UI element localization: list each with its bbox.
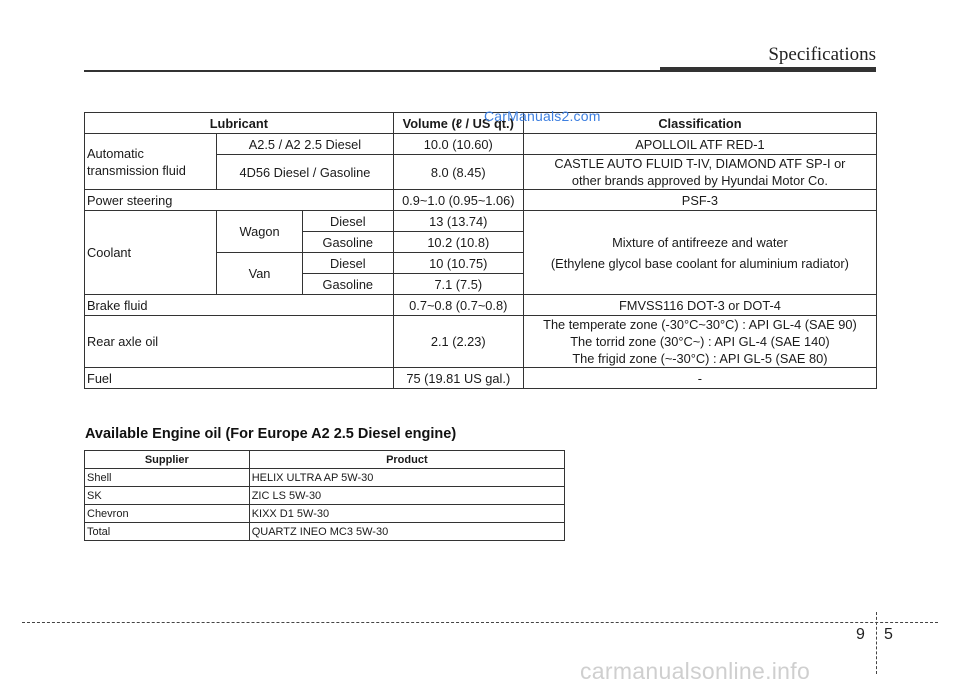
atf-engine: 4D56 Diesel / Gasoline [217,155,394,190]
brake-class: FMVSS116 DOT-3 or DOT-4 [523,295,876,316]
table-header-row [85,451,565,469]
header-rule [84,70,660,72]
fuel-name: Fuel [85,368,394,389]
coolant-volume: 13 (13.74) [393,211,523,232]
table-row [85,523,565,541]
power-steering-class: PSF-3 [523,190,876,211]
power-steering-volume: 0.9~1.0 (0.95~1.06) [393,190,523,211]
coolant-class-line: (Ethylene glycol base coolant for aluminium radiator) [550,255,849,271]
table-row [85,469,565,487]
table-row [85,295,877,316]
rear-axle-class [523,316,876,368]
coolant-class [523,211,876,295]
product-cell: QUARTZ INEO MC3 5W-30 [249,523,564,541]
fuel-class: - [523,368,876,389]
table-row [85,134,877,155]
product-cell: KIXX D1 5W-30 [249,505,564,523]
supplier-cell: Shell [85,469,250,487]
atf-class-line: CASTLE AUTO FLUID T-IV, DIAMOND ATF SP-I or [554,156,846,171]
atf-volume: 8.0 (8.45) [393,155,523,190]
header-bar [660,67,876,72]
brake-volume: 0.7~0.8 (0.7~0.8) [393,295,523,316]
rear-axle-name: Rear axle oil [85,316,394,368]
atf-class [523,155,876,190]
rear-axle-class-line: The temperate zone (-30°C~30°C) : API GL-4 (SAE 90) [543,317,857,332]
footer-dashed-rule [22,622,938,623]
engine-oil-table [84,450,565,541]
table-row [85,316,877,368]
coolant-fuel: Diesel [302,211,393,232]
rear-axle-class-line: The frigid zone (~-30°C) : API GL-5 (SAE 80) [572,351,828,366]
coolant-fuel: Diesel [302,253,393,274]
table-row [85,211,877,232]
watermark-link[interactable]: CarManuals2.com [484,108,601,124]
header-product: Product [249,451,564,469]
table-row [85,487,565,505]
table-row [85,190,877,211]
coolant-fuel: Gasoline [302,274,393,295]
coolant-volume: 7.1 (7.5) [393,274,523,295]
coolant-fuel: Gasoline [302,232,393,253]
coolant-class-line: Mixture of antifreeze and water [612,234,788,250]
table-header-row [85,113,877,134]
section-title: Specifications [768,44,876,65]
supplier-cell: Total [85,523,250,541]
engine-oil-title: Available Engine oil (For Europe A2 2.5 Diesel engine) [85,426,457,442]
atf-engine: A2.5 / A2 2.5 Diesel [217,134,394,155]
footer-watermark: carmanualsonline.info [580,658,811,684]
coolant-volume: 10.2 (10.8) [393,232,523,253]
lubricant-spec-table [84,112,877,389]
atf-class-line: other brands approved by Hyundai Motor Co. [571,173,828,188]
header-supplier: Supplier [85,451,250,469]
coolant-wagon: Wagon [217,211,303,253]
table-row [85,368,877,389]
rear-axle-class-line: The torrid zone (30°C~) : API GL-4 (SAE 140) [570,334,830,349]
supplier-cell: Chevron [85,505,250,523]
coolant-name: Coolant [85,211,217,295]
rear-axle-volume: 2.1 (2.23) [393,316,523,368]
fuel-volume: 75 (19.81 US gal.) [393,368,523,389]
supplier-cell: SK [85,487,250,505]
header-lubricant: Lubricant [85,113,394,134]
page-number: 5 [884,626,893,643]
header-classification: Classification [523,113,876,134]
brake-name: Brake fluid [85,295,394,316]
coolant-volume: 10 (10.75) [393,253,523,274]
atf-name: Automatic transmission fluid [85,134,217,190]
product-cell: HELIX ULTRA AP 5W-30 [249,469,564,487]
atf-class: APOLLOIL ATF RED-1 [523,134,876,155]
table-row [85,505,565,523]
footer-dashed-divider [876,612,877,674]
power-steering-name: Power steering [85,190,394,211]
product-cell: ZIC LS 5W-30 [249,487,564,505]
atf-volume: 10.0 (10.60) [393,134,523,155]
coolant-van: Van [217,253,303,295]
page-chapter: 9 [856,626,865,643]
header-volume: Volume (ℓ / US qt.) [393,113,523,134]
